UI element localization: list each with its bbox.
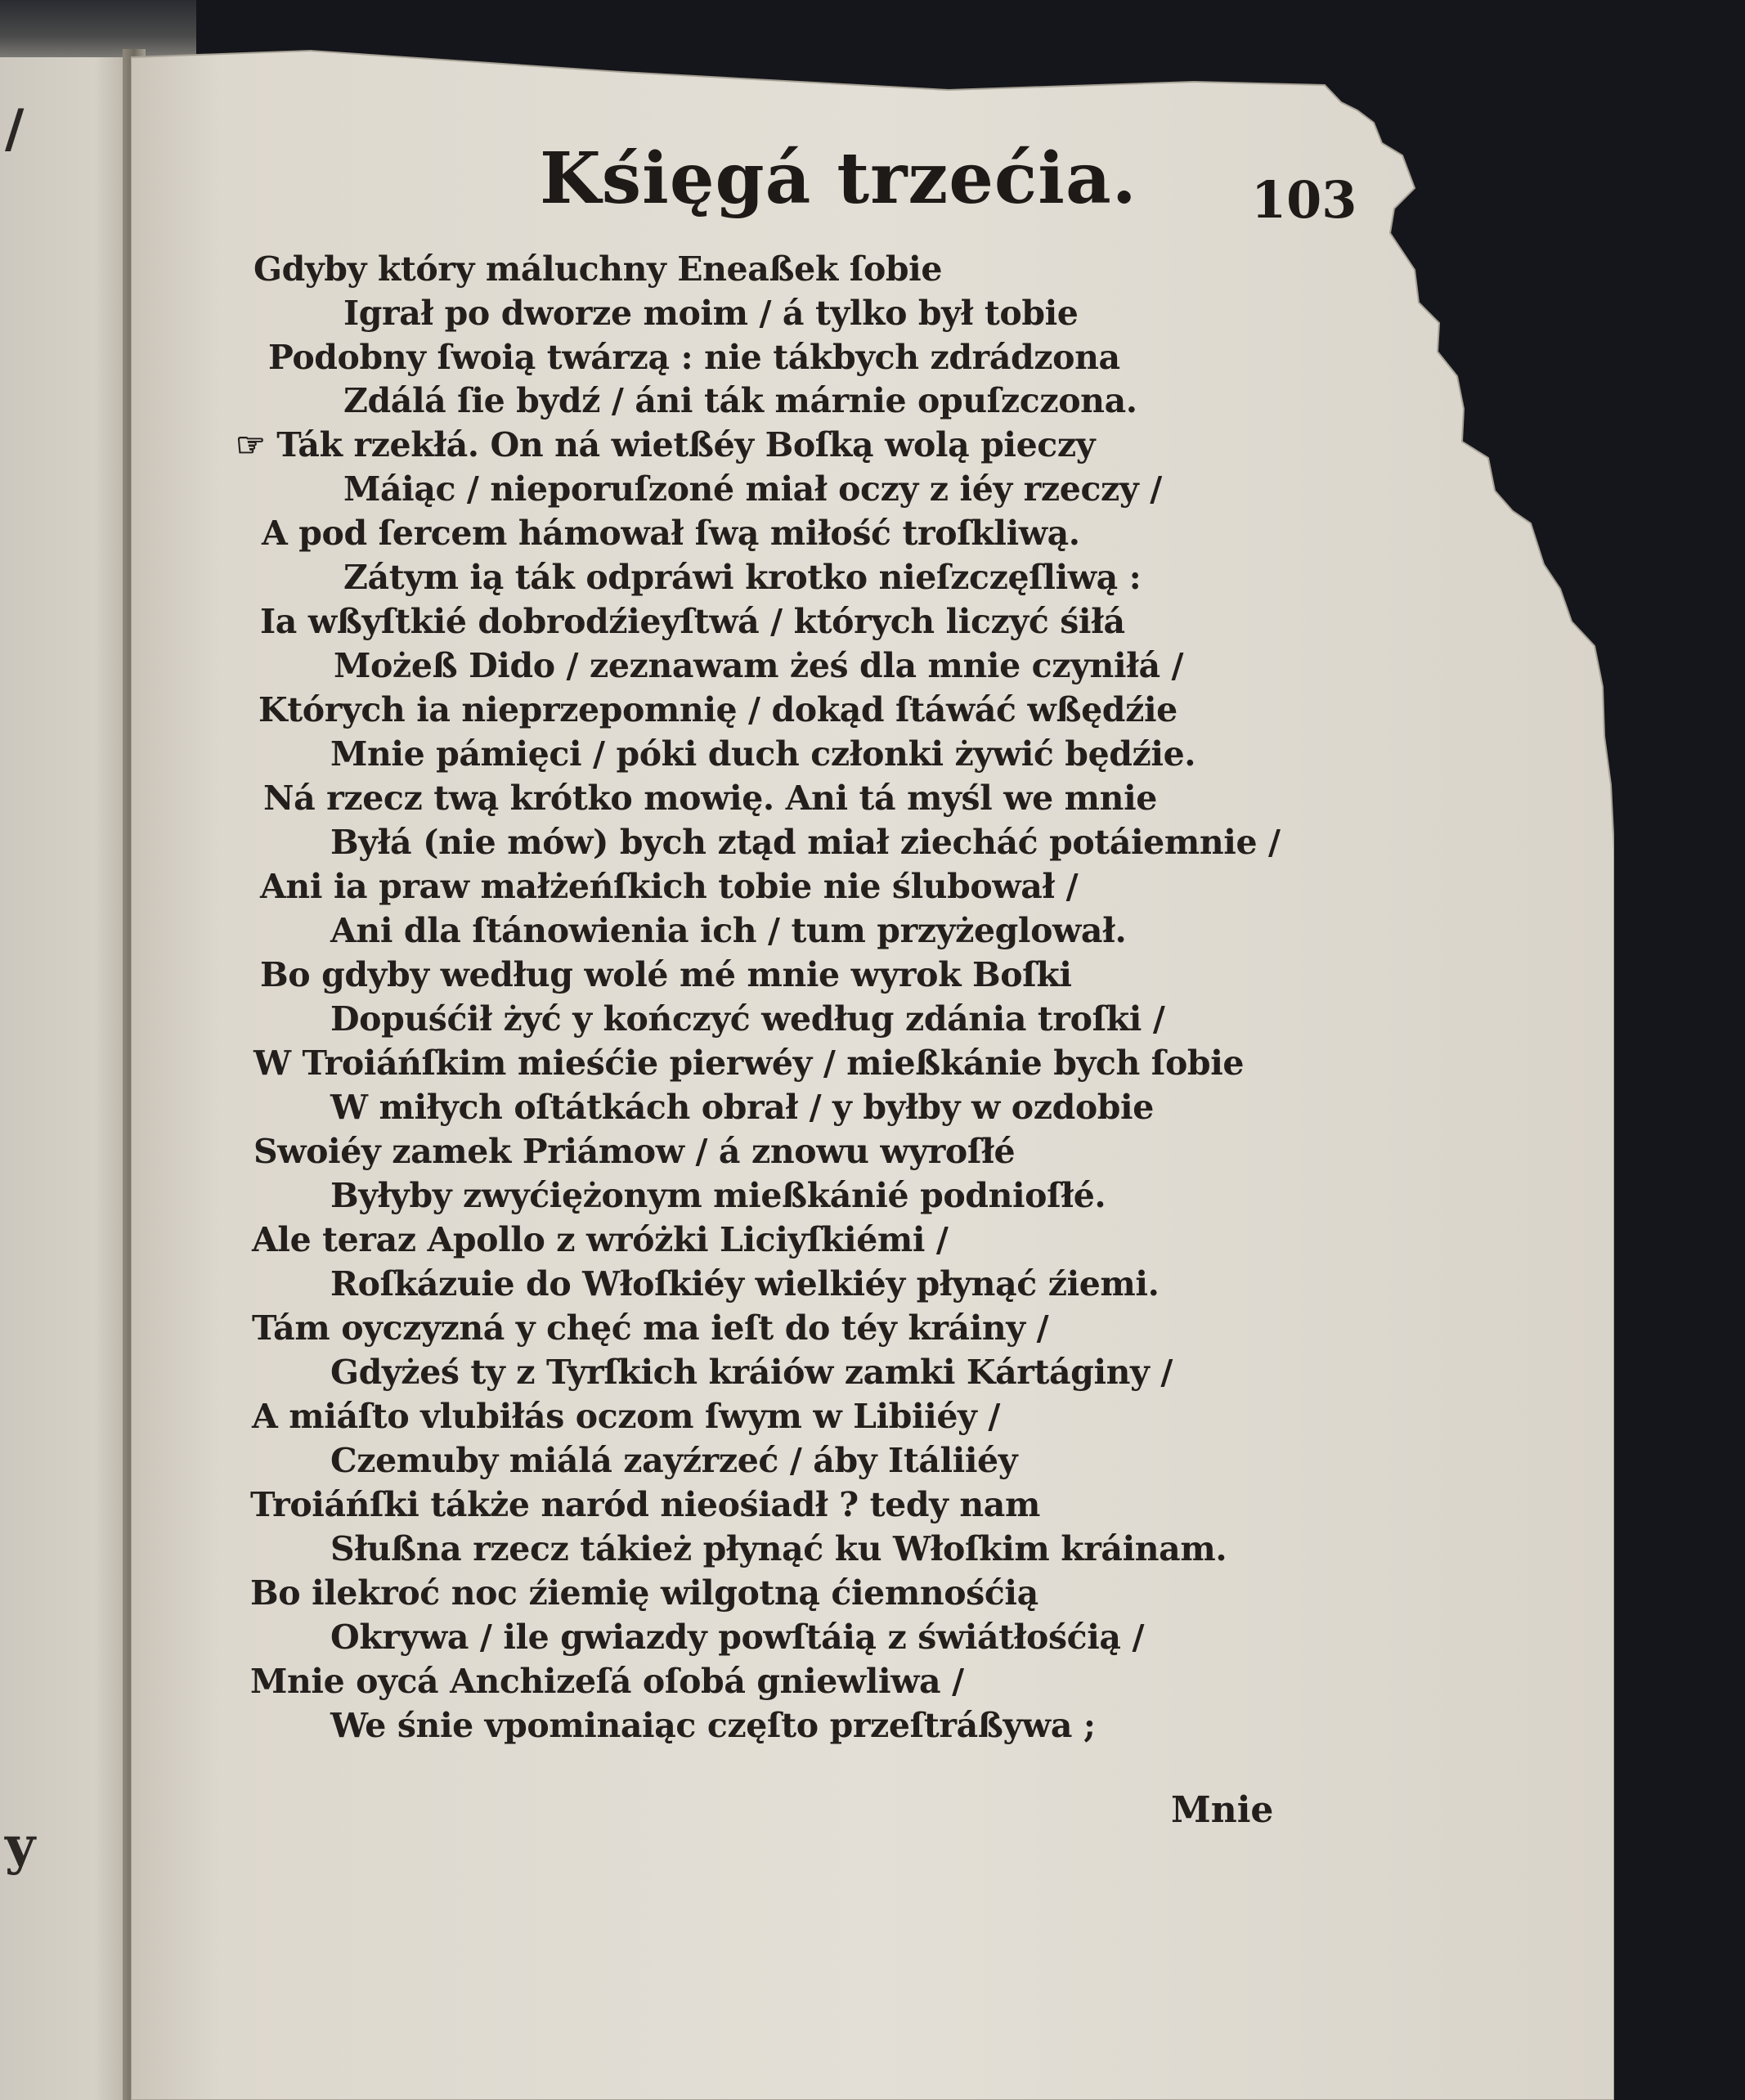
verse-line: Zátym ią ták odpráwi krotko nieſzczęſliwą :	[343, 558, 1142, 597]
verse-line: Ani dla ſtánowienia ich / tum przyżeglował.	[330, 911, 1127, 950]
verse-line: Ia wßyſtkié dobrodźieyſtwá / których liczyć śiłá	[260, 602, 1125, 641]
verse-line: Mnie oycá Anchizeſá oſobá gniewliwa /	[250, 1662, 964, 1701]
verse-line: Których ia nieprzepomnię / dokąd ſtáwáć wßędźie	[258, 690, 1178, 729]
page-number: 103	[1251, 170, 1357, 230]
verse-line: Okrywa / ile gwiazdy powſtáią z świátłośćią /	[330, 1618, 1145, 1657]
verse-line: A miáſto vlubiłás oczom ſwym w Libiiéy /	[252, 1397, 1000, 1436]
verse-line: Zdálá ſie bydź / áni ták márnie opuſzczona.	[343, 381, 1137, 420]
verse-line: Czemuby miálá zayźrzeć / áby Itáliiéy	[330, 1441, 1018, 1480]
verse-line: Słußna rzecz tákież płynąć ku Włoſkim kráinam.	[330, 1529, 1227, 1568]
text-block	[131, 0, 1745, 2100]
verse-line: Byłá (nie mów) bych ztąd miał ziecháć potáiemnie /	[330, 823, 1281, 862]
verse-line: Ná rzecz twą krótko mowię. Ani tá myśl we mnie	[263, 779, 1157, 818]
left-page-fragment: /	[5, 98, 25, 159]
verse-line: W Troiáńſkim mieśćie pierwéy / mießkánie bych ſobie	[253, 1043, 1245, 1083]
verse-line: Tám oyczyzná y chęć ma ieſt do téy kráiny /	[252, 1308, 1049, 1348]
verse-line: Podobny ſwoią twárzą : nie tákbych zdrádzona	[268, 338, 1120, 377]
verse-line: Bo gdyby według wolé mé mnie wyrok Boſki	[260, 955, 1072, 994]
verse-line: Możeß Dido / zeznawam żeś dla mnie czyniłá /	[334, 646, 1184, 685]
verse-line: Roſkázuie do Włoſkiéy wielkiéy płynąć źiemi.	[330, 1264, 1160, 1304]
left-facing-page	[0, 57, 135, 2100]
verse-line: Swoiéy zamek Priámow / á znowu wyroſłé	[253, 1132, 1016, 1171]
verse-line: Mnie pámięci / póki duch członki żywić będźie.	[330, 734, 1196, 774]
verse-line: ☞ Ták rzekłá. On ná wietßéy Boſką wolą pieczy	[236, 425, 1096, 464]
verse-line: Ani ia praw małżeńſkich tobie nie ślubował /	[260, 867, 1079, 906]
verse-line: Igrał po dworze moim / á tylko był tobie	[343, 294, 1079, 333]
catchword: Mnie	[1171, 1789, 1274, 1831]
verse-line: Ale teraz Apollo z wróżki Liciyſkiémi /	[252, 1220, 949, 1259]
left-page-fragment: y	[5, 1815, 36, 1877]
verse-line: Byłyby zwyćiężonym mießkánié podnioſłé.	[330, 1176, 1106, 1215]
verse-line: W miłych oſtátkách obrał / y byłby w ozdobie	[330, 1088, 1154, 1127]
verse-line: We śnie vpominaiąc częſto przeſtráßywa ;	[330, 1706, 1096, 1745]
verse-line: A pod ſercem hámował ſwą miłość troſkliwą.	[262, 514, 1080, 553]
verse-line: Máiąc / nieporuſzoné miał oczy z iéy rzeczy /	[343, 469, 1162, 509]
running-title: Kśięgá trzećia.	[540, 137, 1137, 220]
verse-line: Bo ilekroć noc źiemię wilgotną ćiemnośćią	[250, 1573, 1038, 1613]
verse-line: Dopuśćił żyć y kończyć według zdánia troſki /	[330, 999, 1165, 1039]
verse-line: Gdyżeś ty z Tyrſkich kráiów zamki Kártáginy /	[330, 1353, 1173, 1392]
verse-line: Troiáńſki tákże naród nieośiadł ? tedy nam	[250, 1485, 1040, 1524]
right-page	[131, 0, 1745, 2100]
verse-line: Gdyby który máluchny Eneaßek ſobie	[253, 249, 943, 289]
